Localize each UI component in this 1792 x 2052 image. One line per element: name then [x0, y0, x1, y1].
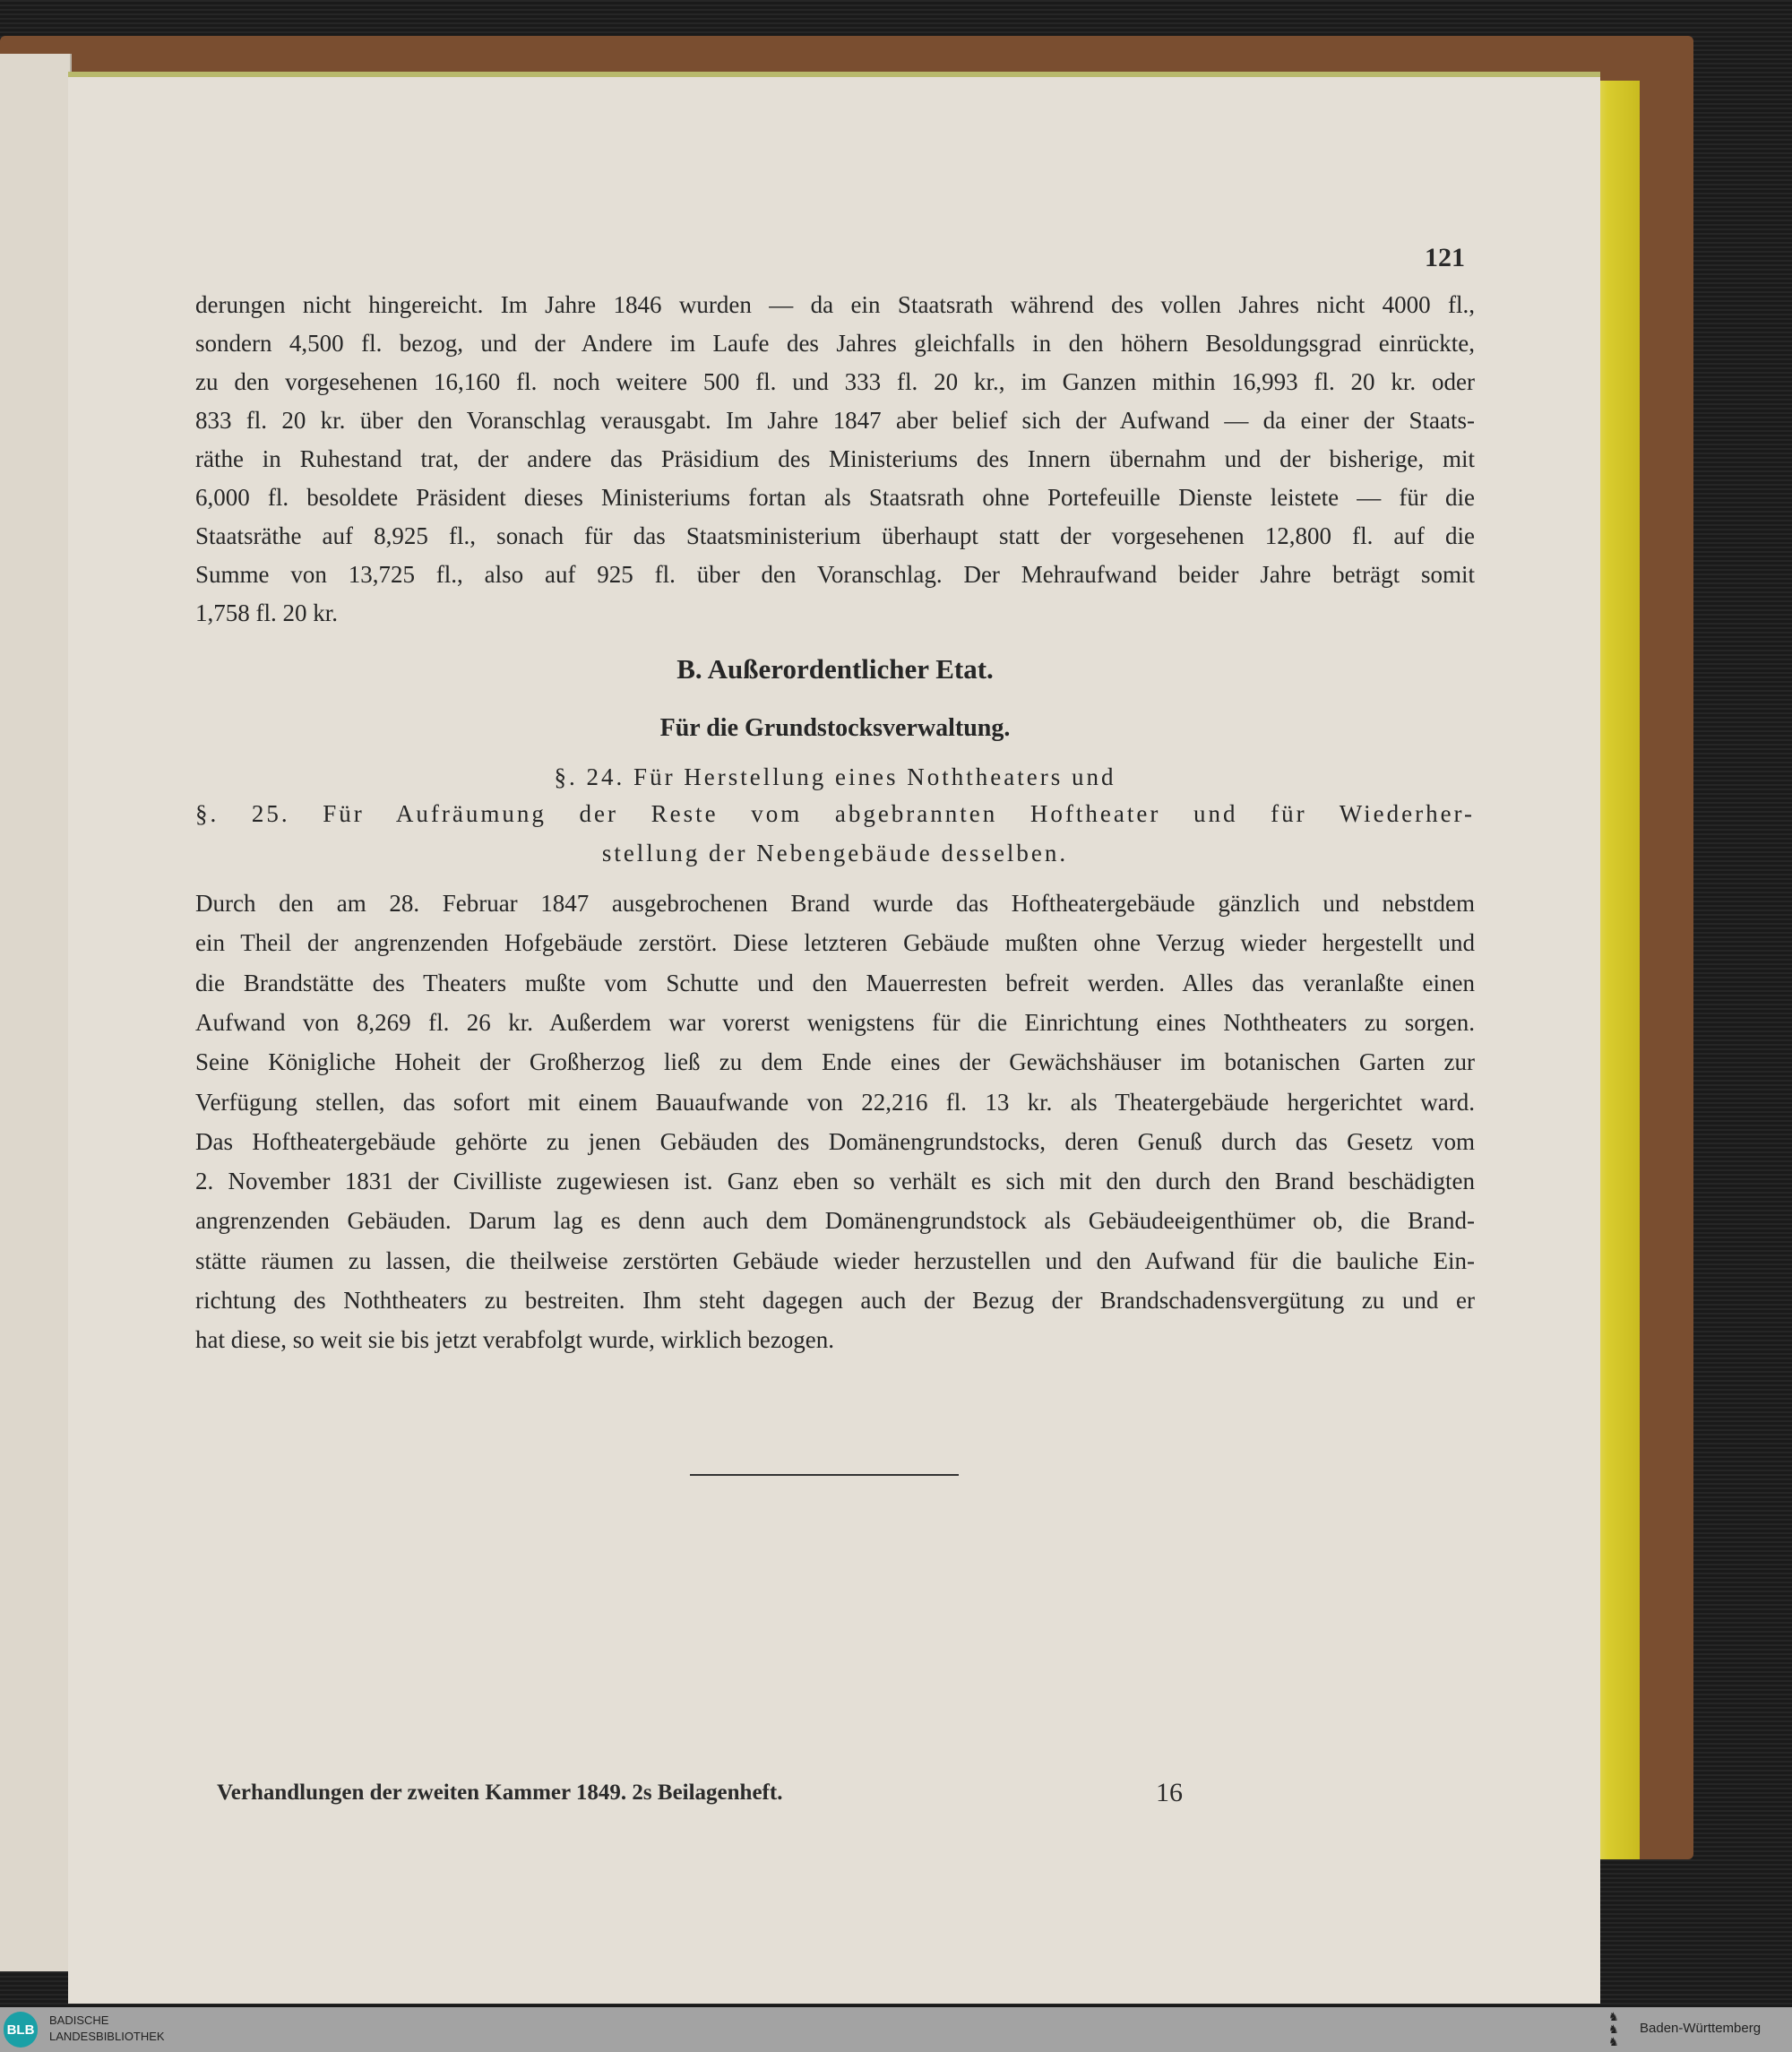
- footer-text: Verhandlungen der zweiten Kammer 1849. 2s Beilagenheft.: [217, 1780, 783, 1805]
- text-line: Verfügung stellen, das sofort mit einem Bauaufwande von 22,216 fl. 13 kr. als Theatergebäude hergerichtet ward.: [195, 1088, 1475, 1116]
- text-line: ein Theil der angrenzenden Hofgebäude zerstört. Diese letzteren Gebäude mußten ohne Verzug wieder hergestellt und: [195, 929, 1475, 957]
- text-line: 1,758 fl. 20 kr.: [195, 599, 338, 626]
- text-line: 6,000 fl. besoldete Präsident dieses Ministeriums fortan als Staatsrath ohne Portefeuille Dienste leistete — für die: [195, 484, 1475, 511]
- page-number: 121: [1425, 243, 1465, 272]
- blb-line1: BADISCHE: [49, 2013, 109, 2027]
- blb-logo[interactable]: BLB: [4, 2012, 38, 2048]
- text-line: Summe von 13,725 fl., also auf 925 fl. über den Voranschlag. Der Mehraufwand beider Jahre beträgt somit: [195, 561, 1475, 588]
- bottom-bar: [0, 2007, 1792, 2052]
- heading-grundstock: Für die Grundstocksverwaltung.: [659, 714, 1011, 742]
- divider: [690, 1474, 959, 1476]
- text-line: Aufwand von 8,269 fl. 26 kr. Außerdem war vorerst wenigstens für die Einrichtung eines Noththeaters zu sorgen.: [195, 1008, 1475, 1036]
- baden-wuerttemberg-logo[interactable]: Baden-Württemberg: [1640, 2021, 1762, 2036]
- text-line: Durch den am 28. Februar 1847 ausgebrochenen Brand wurde das Hoftheatergebäude gänzlich und nebstdem: [195, 890, 1475, 917]
- section-25-title-cont: stellung der Nebengebäude desselben.: [601, 840, 1069, 866]
- text-line: Staatsräthe auf 8,925 fl., sonach für das Staatsministerium überhaupt statt der vorgesehenen 12,800 fl. auf die: [195, 522, 1475, 549]
- left-page: [0, 54, 72, 1971]
- text-line: hat diese, so weit sie bis jetzt verabfolgt wurde, wirklich bezogen.: [195, 1326, 835, 1354]
- section-25-title: §. 25. Für Aufräumung der Reste vom abgebrannten Hoftheater und für Wiederher-: [195, 800, 1475, 827]
- text-line: 2. November 1831 der Civilliste zugewiesen ist. Ganz eben so verhält es sich mit den durch den Brand beschädigten: [195, 1168, 1475, 1195]
- text-line: sondern 4,500 fl. bezog, und der Andere im Laufe des Jahres gleichfalls in den höhern Besoldungsgrad einrückte,: [195, 330, 1475, 357]
- text-line: stätte räumen zu lassen, die theilweise zerstörten Gebäude wieder herzustellen und den Aufwand für die bauliche Ein-: [195, 1246, 1475, 1274]
- text-line: Seine Königliche Hoheit der Großherzog ließ zu dem Ende eines der Gewächshäuser im botanischen Garten zur: [195, 1048, 1475, 1076]
- text-line: derungen nicht hingereicht. Im Jahre 1846 wurden — da ein Staatsrath während des vollen Jahres nicht 4000 fl.,: [195, 291, 1475, 318]
- text-line: Das Hoftheatergebäude gehörte zu jenen Gebäuden des Domänengrundstocks, deren Genuß durch das Gesetz vom: [195, 1127, 1475, 1155]
- text-line: die Brandstätte des Theaters mußte vom Schutte und den Mauerresten befreit werden. Alles das veranlaßte einen: [195, 969, 1475, 996]
- blb-line2: LANDESBIBLIOTHEK: [49, 2030, 165, 2043]
- text-line: 833 fl. 20 kr. über den Voranschlag verausgabt. Im Jahre 1847 aber belief sich der Aufwand — da einer der Staats-: [195, 407, 1475, 434]
- text-line: richtung des Noththeaters zu bestreiten. Ihm steht dagegen auch der Bezug der Brandschadensvergütung zu und er: [195, 1287, 1475, 1314]
- heading-section-b: B. Außerordentlicher Etat.: [676, 653, 994, 685]
- signature-mark: 16: [1156, 1778, 1183, 1807]
- lions-icon: ♞ ♞ ♞: [1608, 2010, 1619, 2048]
- text-line: angrenzenden Gebäuden. Darum lag es denn auch dem Domänengrundstock als Gebäudeeigenthümer ob, die Brand-: [195, 1207, 1475, 1235]
- text-line: zu den vorgesehenen 16,160 fl. noch weitere 500 fl. und 333 fl. 20 kr., im Ganzen mithin 16,993 fl. 20 kr. oder: [195, 368, 1475, 395]
- blb-name[interactable]: [49, 2013, 165, 2045]
- section-24-title: §. 24. Für Herstellung eines Noththeaters und: [554, 763, 1116, 790]
- text-line: räthe in Ruhestand trat, der andere das Präsidium des Ministeriums des Innern übernahm und der bisherige, mit: [195, 445, 1475, 472]
